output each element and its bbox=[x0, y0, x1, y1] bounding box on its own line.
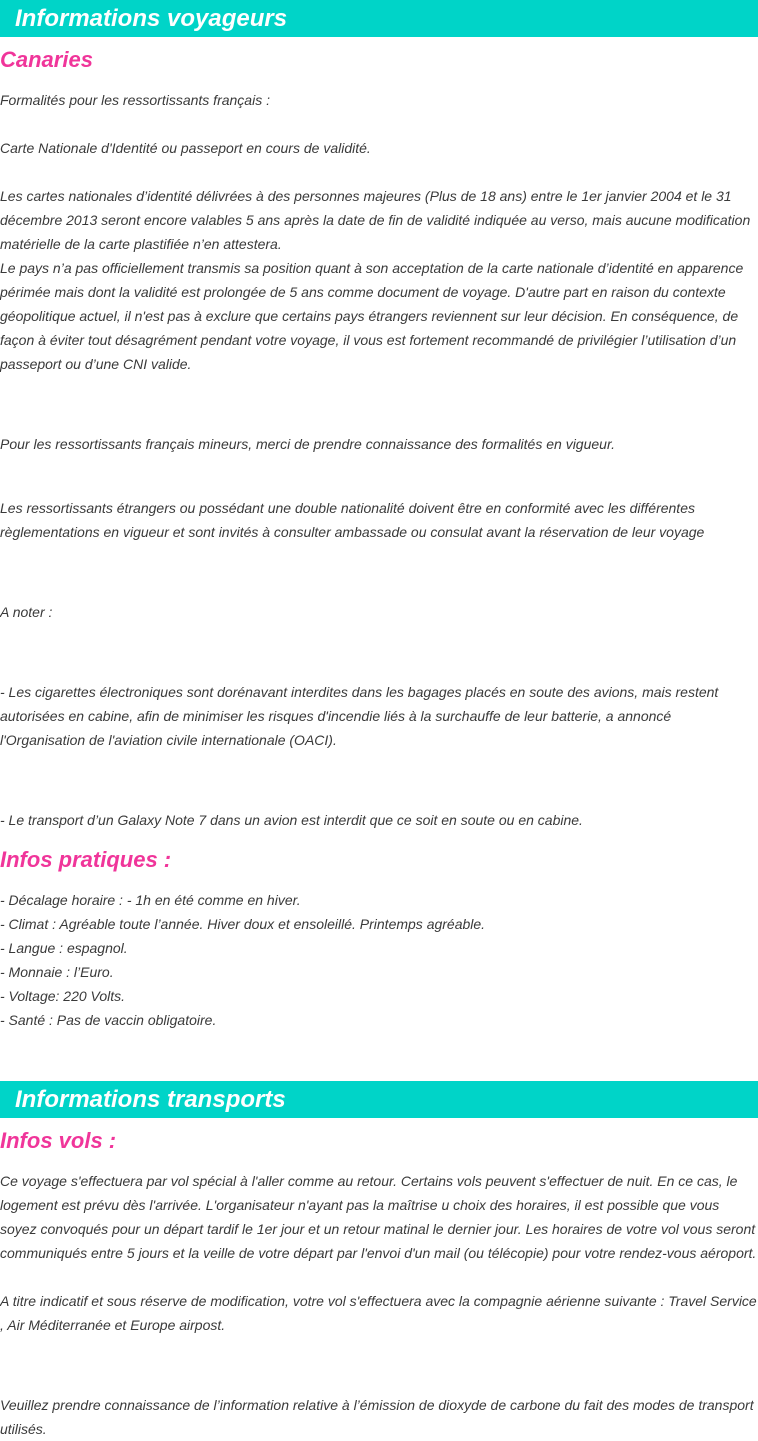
practical-info-title: Infos pratiques : bbox=[0, 847, 172, 872]
co2-emission-paragraph: Veuillez prendre connaissance de l’information relative à l’émission de dioxyde de carbone du fait des modes de transport utilisés. bbox=[0, 1397, 754, 1437]
traveler-info-banner: Informations voyageurs bbox=[0, 0, 758, 37]
id-card-requirement: Carte Nationale d'Identité ou passeport en cours de validité. bbox=[0, 140, 371, 156]
airline-paragraph: A titre indicatif et sous réserve de modification, votre vol s'effectuera avec la compagnie aérienne suivante : Travel Service , Air Méditerranée et Europe airpost. bbox=[0, 1293, 757, 1333]
flights-schedule-paragraph: Ce voyage s'effectuera par vol spécial à l'aller comme au retour. Certains vols peuvent s'effectuer de nuit. En ce cas, le logement est prévu dès l'arrivée. L'organisateur n'ayant pas la maîtrise u choix des horaires, il est possible que vous soyez convoqués pour un départ tardif le 1er jour et un retour matinal le dernier jour. Les horaires de votre vol vous seront communiqués entre 5 jours et la veille de votre départ par l'envoi d'un mail (ou télécopie) pour votre rendez-vous aéroport. bbox=[0, 1173, 757, 1261]
country-position-paragraph: Le pays n’a pas officiellement transmis sa position quant à son acceptation de la carte nationale d’identité en apparence périmée mais dont la validité est prolongée de 5 ans comme document de voyage. D'autre part en raison du contexte géopolitique actuel, il n'est pas à exclure que certains pays étrangers reviennent sur leur décision. En conséquence, de façon à éviter tout désagrément pendant votre voyage, il vous est fortement recommandé de privilégier l’utilisation d’un passeport ou d’une CNI valide. bbox=[0, 260, 744, 372]
galaxy-note-7-note: - Le transport d’un Galaxy Note 7 dans un avion est interdit que ce soit en soute ou en cabine. bbox=[0, 812, 583, 828]
formalities-intro: Formalités pour les ressortissants français : bbox=[0, 92, 270, 108]
practical-info-list bbox=[0, 888, 758, 1032]
foreign-nationals-paragraph: Les ressortissants étrangers ou possédant une double nationalité doivent être en conformité avec les différentes règlementations en vigueur et sont invités à consulter ambassade ou consulat avant la réservation de leur voyage bbox=[0, 500, 705, 540]
note-label: A noter : bbox=[0, 604, 53, 620]
flights-info-title: Infos vols : bbox=[0, 1128, 117, 1153]
list-item: - Santé : Pas de vaccin obligatoire. bbox=[0, 1012, 217, 1028]
list-item: - Décalage horaire : - 1h en été comme en hiver. bbox=[0, 892, 301, 908]
list-item: - Voltage: 220 Volts. bbox=[0, 988, 126, 1004]
e-cigarette-note: - Les cigarettes électroniques sont dorénavant interdites dans les bagages placés en soute des avions, mais restent autorisées en cabine, afin de minimiser les risques d'incendie liés à la surchauffe de leur batterie, a annoncé l'Organisation de l'aviation civile internationale (OACI). bbox=[0, 684, 719, 748]
list-item: - Langue : espagnol. bbox=[0, 940, 128, 956]
transport-info-banner: Informations transports bbox=[0, 1081, 758, 1118]
minors-formalities-paragraph: Pour les ressortissants français mineurs, merci de prendre connaissance des formalités en vigueur. bbox=[0, 436, 615, 452]
id-card-validity-paragraph: Les cartes nationales d’identité délivrées à des personnes majeures (Plus de 18 ans) entre le 1er janvier 2004 et le 31 décembre 2013 seront encore valables 5 ans après la date de fin de validité indiquée au verso, mais aucune modification matérielle de la carte plastifiée n’en attestera. bbox=[0, 188, 751, 252]
list-item: - Climat : Agréable toute l’année. Hiver doux et ensoleillé. Printemps agréable. bbox=[0, 916, 486, 932]
list-item: - Monnaie : l’Euro. bbox=[0, 964, 114, 980]
destination-title: Canaries bbox=[0, 47, 93, 72]
